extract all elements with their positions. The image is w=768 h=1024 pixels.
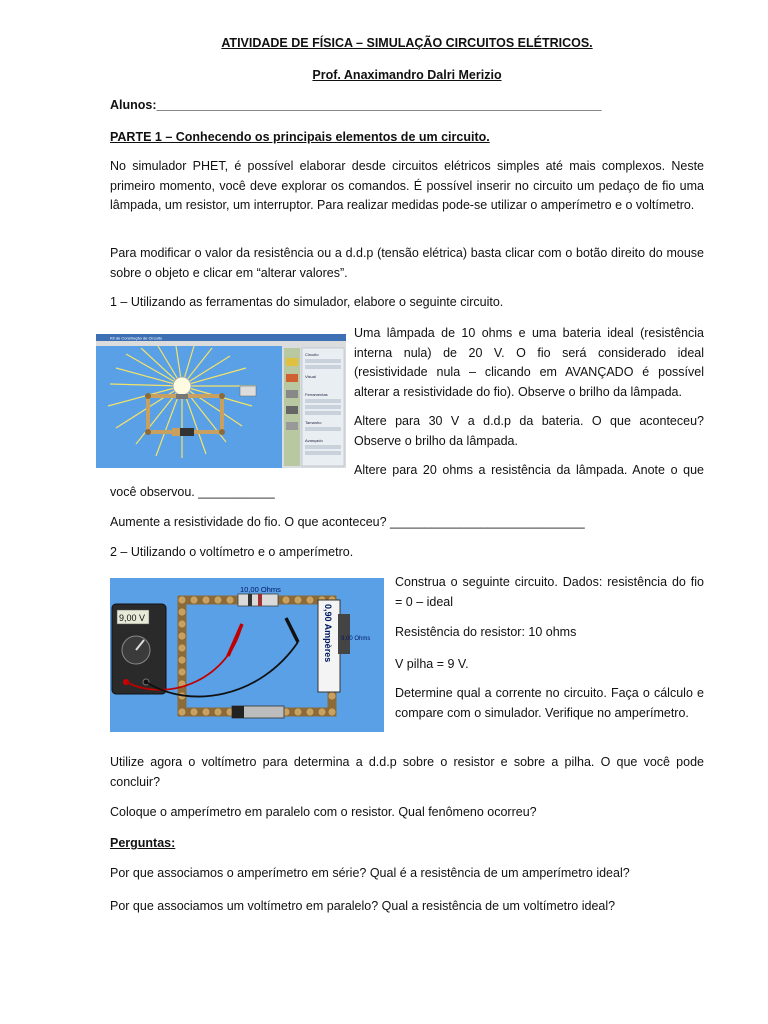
question-2: 2 – Utilizando o voltímetro e o amperímetro. bbox=[110, 545, 354, 559]
simulator-screenshot-2 bbox=[110, 578, 384, 732]
part1-intro: No simulador PHET, é possível elaborar desde circuitos elétricos simples até mais complexos. Neste primeiro momento, você deve explorar os comandos. É possível inserir no circuito um pedaço de fio uma lâmpada, um resistor, um interruptor. Para realizar medidas pode-se utilizar o amperímetro e o voltímetro. bbox=[110, 159, 704, 212]
perguntas-heading: Perguntas: bbox=[110, 836, 176, 850]
sim1-lamp-base bbox=[176, 394, 188, 399]
simulator-screenshot-1 bbox=[96, 334, 346, 468]
sim2-canvas bbox=[110, 578, 384, 732]
sim1-lamp bbox=[173, 377, 191, 395]
q2-paragraph-5: Utilize agora o voltímetro para determina a d.d.p sobre o resistor e sobre a pilha. O que você pode concluir? bbox=[110, 755, 704, 789]
q2-paragraph-1: Construa o seguinte circuito. Dados: resistência do fio = 0 – ideal bbox=[395, 575, 704, 609]
part1-heading: PARTE 1 – Conhecendo os principais elementos de um circuito. bbox=[110, 130, 490, 144]
q2-paragraph-4: Determine qual a corrente no circuito. Faça o cálculo e compare com o simulador. Verifique no amperímetro. bbox=[395, 686, 704, 720]
q1-paragraph-3a: Altere para 20 ohms a resistência da lâmpada. Anote o que bbox=[354, 463, 704, 477]
sim2-meter-reading: 9,00 V bbox=[119, 613, 146, 623]
pergunta-1: Por que associamos o amperímetro em série? Qual é a resistência de um amperímetro ideal? bbox=[110, 866, 630, 880]
sim2-resistor-label: 10,00 Ohms bbox=[240, 585, 281, 594]
sim1-panel-item-0: Circuito bbox=[305, 352, 319, 357]
sim1-panel-item-2: Ferramentas bbox=[305, 392, 328, 397]
question-1: 1 – Utilizando as ferramentas do simulador, elabore o seguinte circuito. bbox=[110, 295, 504, 309]
sim1-window-title: Kit de Construção de Circuito bbox=[110, 335, 163, 341]
q1-paragraph-2: Altere para 30 V a d.d.p da bateria. O que aconteceu? Observe o brilho da lâmpada. bbox=[354, 414, 704, 448]
q2-paragraph-6: Coloque o amperímetro em paralelo com o resistor. Qual fenômeno ocorreu? bbox=[110, 805, 537, 819]
q2-paragraph-3: V pilha = 9 V. bbox=[395, 657, 469, 671]
sim1-panel-item-3: Tamanho bbox=[305, 420, 322, 425]
sim2-ammeter-label: 0,90 Ampères bbox=[323, 604, 333, 663]
q1-paragraph-1: Uma lâmpada de 10 ohms e uma bateria ideal (resistência interna nula) de 20 V. O fio será considerado ideal (resistividade nula – clicando em AVANÇADO é possível alterar a resistividade do fio). Observe o brilho da lâmpada. bbox=[354, 326, 704, 399]
pergunta-2: Por que associamos um voltímetro em paralelo? Qual a resistência de um voltímetro ideal? bbox=[110, 899, 616, 913]
sim1-meter bbox=[240, 386, 256, 396]
alunos-label: Alunos: bbox=[110, 98, 157, 112]
alunos-blank: ________________________________________________________________ bbox=[156, 98, 602, 112]
page-title: ATIVIDADE DE FÍSICA – SIMULAÇÃO CIRCUITOS ELÉTRICOS. bbox=[221, 36, 593, 50]
professor-name: Prof. Anaximandro Dalri Merizio bbox=[312, 68, 502, 82]
part1-modify: Para modificar o valor da resistência ou a d.d.p (tensão elétrica) basta clicar com o botão direito do mouse sobre o objeto e clicar em “alterar valores”. bbox=[110, 246, 704, 280]
sim2-battery-label: 9,00 Ohms bbox=[341, 636, 371, 642]
alunos-line bbox=[110, 96, 704, 116]
sim1-canvas bbox=[96, 334, 346, 468]
sim1-panel-item-4: Avançado bbox=[305, 438, 323, 443]
sim1-panel-item-1: Visual bbox=[305, 374, 316, 379]
q1-paragraph-4: Aumente a resistividade do fio. O que aconteceu? ____________________________ bbox=[110, 515, 585, 529]
q1-paragraph-3b: você observou. ___________ bbox=[110, 485, 275, 499]
q2-paragraph-2: Resistência do resistor: 10 ohms bbox=[395, 625, 577, 639]
